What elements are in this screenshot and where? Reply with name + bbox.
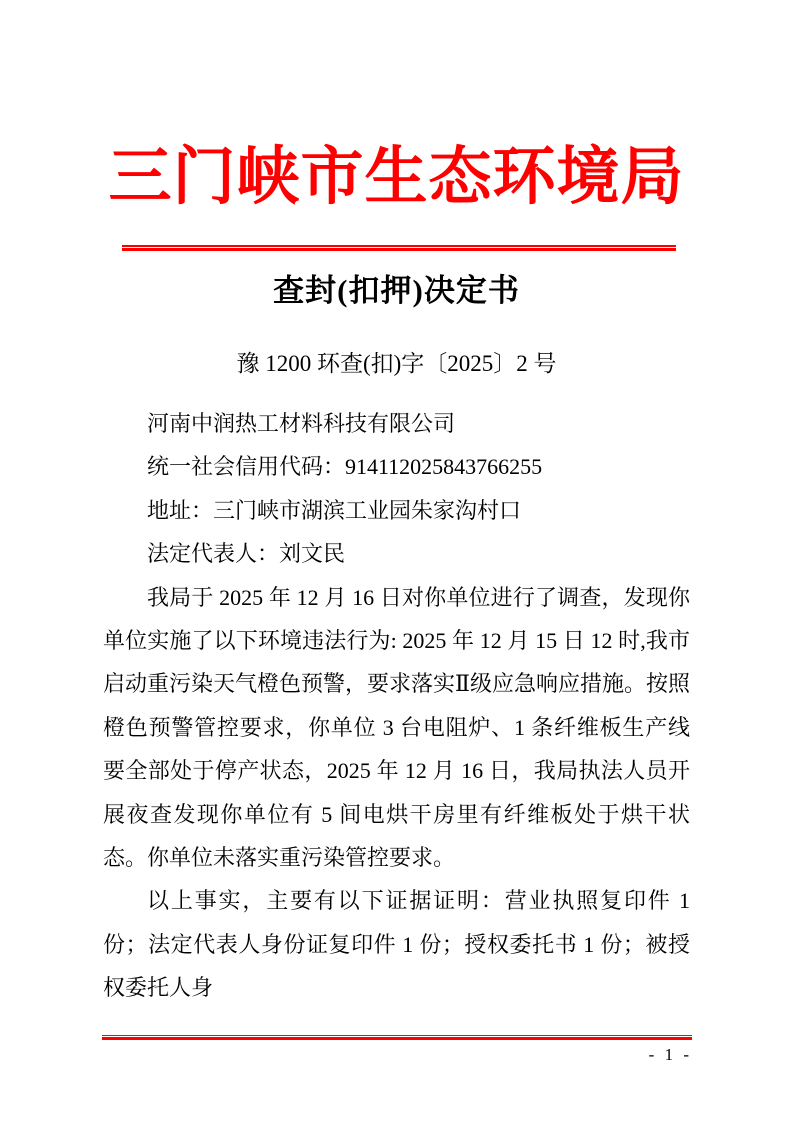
header-divider-line	[122, 245, 676, 251]
address-line: 地址：三门峡市湖滨工业园朱家沟村口	[147, 497, 522, 523]
credit-code-line: 统一社会信用代码：914112025843766255	[147, 454, 543, 480]
violation-findings-paragraph: 我局于 2025 年 12 月 16 日对你单位进行了调查，发现你单位实施了以下环境违法行为: 2025 年 12 月 15 日 12 时,我市启动重污染天气橙色预警，要求落实Ⅱ级应急响应措施。按照橙色预警管控要求，你单位 3 台电阻炉、1 条纤维板生产线要全部处于停产状态，2025 年 12 月 16 日，我局执法人员开展夜查发现你单位有 5 间电烘干房里有纤维板处于烘干状态。你单位未落实重污染管控要求。	[103, 584, 690, 871]
evidence-paragraph: 以上事实，主要有以下证据证明：营业执照复印件 1 份；法定代表人身份证复印件 1 份；授权委托书 1 份；被授权委托人身	[103, 888, 690, 1001]
document-title: 查封(扣押)决定书	[273, 273, 520, 308]
recipient-company-line: 河南中润热工材料科技有限公司	[147, 411, 456, 436]
footer-divider-line	[102, 1035, 692, 1040]
agency-name-heading: 三门峡市生态环境局	[108, 142, 685, 212]
legal-representative-line: 法定代表人：刘文民	[147, 541, 346, 567]
page-number: - 1 -	[648, 1045, 692, 1064]
document-body	[103, 402, 690, 1010]
document-number: 豫 1200 环查(扣)字〔2025〕2 号	[236, 351, 557, 376]
